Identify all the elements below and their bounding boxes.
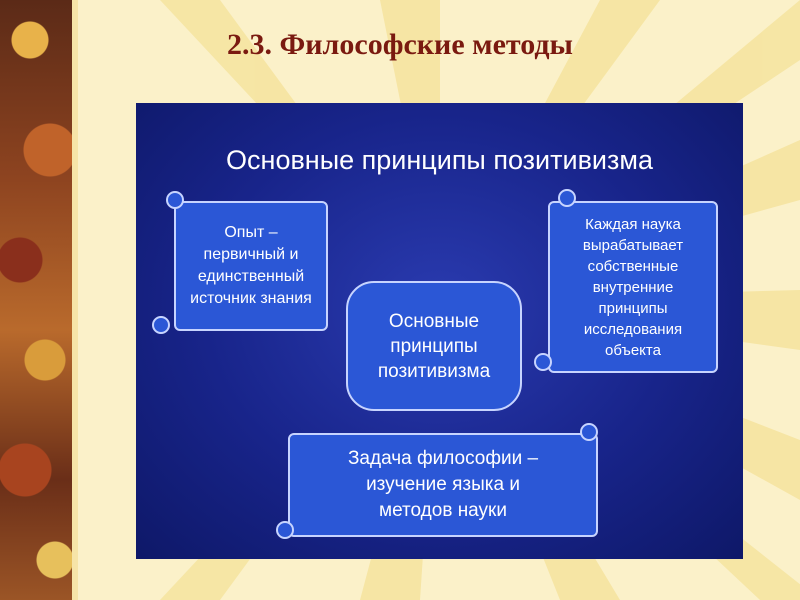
scroll-right-line: Каждая наука bbox=[585, 215, 681, 233]
scroll-right-line: исследования bbox=[583, 320, 683, 338]
scroll-curl bbox=[558, 189, 576, 207]
diagram-panel bbox=[136, 103, 743, 559]
scroll-curl bbox=[580, 423, 598, 441]
scroll-right-line: принципы bbox=[598, 299, 668, 317]
scroll-right-line: собственные bbox=[587, 257, 679, 275]
center-box-line: Основные bbox=[388, 310, 480, 332]
slide-title: 2.3. Философские методы bbox=[227, 28, 573, 61]
scroll-left-line: единственный bbox=[197, 268, 305, 285]
scroll-left-line: Опыт – bbox=[224, 224, 278, 241]
scroll-left bbox=[174, 201, 328, 331]
scroll-right-line: вырабатывает bbox=[582, 236, 684, 254]
scroll-curl bbox=[534, 353, 552, 371]
center-concept-box bbox=[346, 281, 522, 411]
scroll-left-line: источник знания bbox=[190, 290, 312, 307]
scroll-bottom-line: изучение языка и bbox=[366, 474, 520, 495]
scroll-curl bbox=[276, 521, 294, 539]
panel-heading: Основные принципы позитивизма bbox=[226, 145, 653, 175]
center-box-line: позитивизма bbox=[377, 360, 491, 382]
strip-divider bbox=[72, 0, 78, 600]
center-box-line: принципы bbox=[390, 335, 478, 357]
scroll-right-line: внутренние bbox=[592, 278, 674, 296]
scroll-curl bbox=[166, 191, 184, 209]
decorative-gear-strip bbox=[0, 0, 72, 600]
scroll-right bbox=[548, 201, 718, 373]
scroll-curl bbox=[152, 316, 170, 334]
scroll-bottom bbox=[288, 433, 598, 537]
scroll-bottom-line: Задача философии – bbox=[347, 448, 539, 469]
scroll-bottom-line: методов науки bbox=[379, 500, 507, 521]
scroll-right-line: объекта bbox=[605, 341, 661, 359]
scroll-left-line: первичный и bbox=[203, 246, 299, 263]
